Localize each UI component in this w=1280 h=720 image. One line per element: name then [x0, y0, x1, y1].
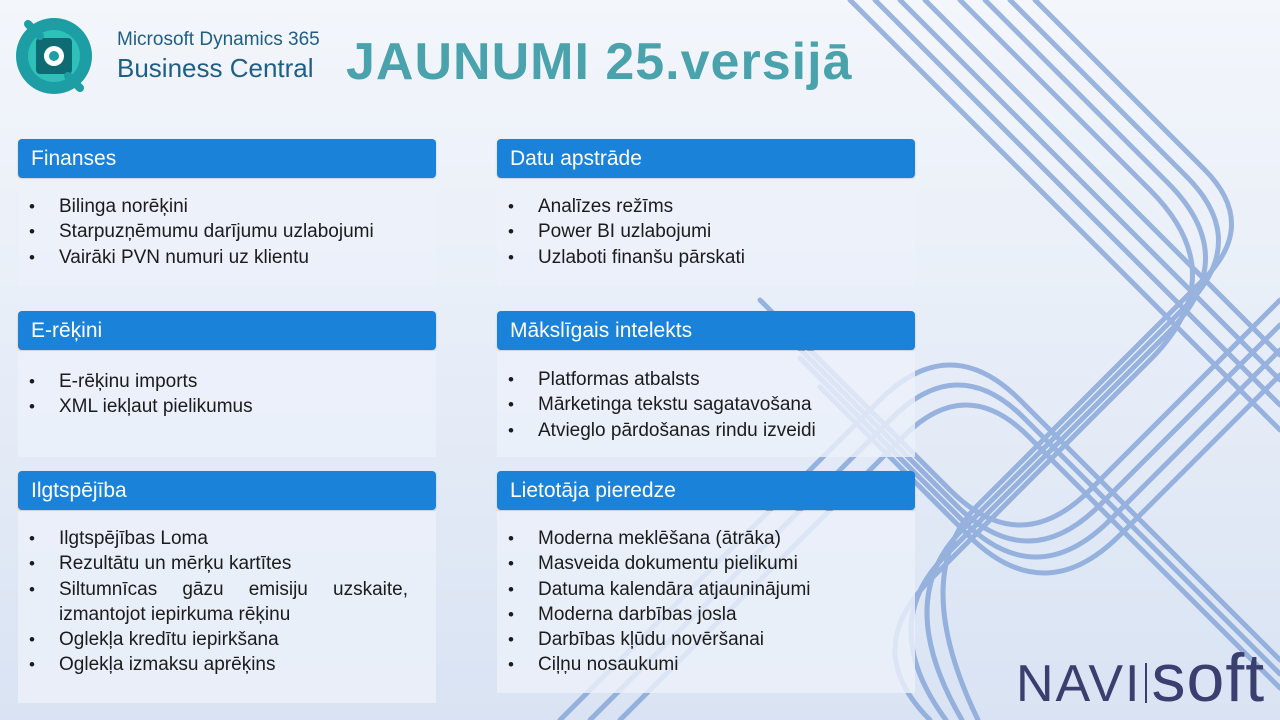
- bullet-list: [497, 367, 915, 443]
- list-item: • Siltumnīcas gāzu emisiju uzskaite, izmantojot iepirkuma rēķinu: [18, 577, 436, 628]
- section-header: E-rēķini: [18, 311, 436, 350]
- list-item: • Atvieglo pārdošanas rindu izveidi: [497, 418, 915, 443]
- list-item: • XML iekļaut pielikumus: [18, 394, 436, 419]
- brand-line2: Business Central: [117, 53, 314, 83]
- list-item: • Darbības kļūdu novēršanai: [497, 627, 915, 652]
- bullet-list: [497, 194, 915, 270]
- section-body: [18, 351, 436, 457]
- list-item: • Oglekļa kredītu iepirkšana: [18, 627, 436, 652]
- list-item: • Ilgtspējības Loma: [18, 526, 436, 551]
- section-ilgtspejiba: [18, 471, 436, 703]
- section-header: Mākslīgais intelekts: [497, 311, 915, 350]
- navisoft-logo-separator: [1145, 663, 1147, 703]
- section-lietotaja-pieredze: [497, 471, 915, 693]
- list-item: • Uzlaboti finanšu pārskati: [497, 245, 915, 270]
- list-item: • Masveida dokumentu pielikumi: [497, 551, 915, 576]
- list-item: • Moderna meklēšana (ātrāka): [497, 526, 915, 551]
- section-body: [497, 179, 915, 286]
- section-body: [497, 351, 915, 457]
- list-item: • Ciļņu nosaukumi: [497, 652, 915, 677]
- bullet-list: [18, 194, 436, 270]
- bullet-list: [497, 526, 915, 678]
- section-header: Finanses: [18, 139, 436, 178]
- list-item: • Mārketinga tekstu sagatavošana: [497, 392, 915, 417]
- list-item: • Rezultātu un mērķu kartītes: [18, 551, 436, 576]
- list-item: • Datuma kalendāra atjauninājumi: [497, 577, 915, 602]
- section-datu-apstrade: [497, 139, 915, 286]
- list-item: • Oglekļa izmaksu aprēķins: [18, 652, 436, 677]
- section-body: [497, 511, 915, 693]
- navisoft-logo-navi: NAVI: [1016, 655, 1142, 713]
- section-body: [18, 511, 436, 703]
- section-header: Ilgtspējība: [18, 471, 436, 510]
- list-item: • Power BI uzlabojumi: [497, 219, 915, 244]
- list-item: • Starpuzņēmumu darījumu uzlabojumi: [18, 219, 436, 244]
- list-item: • Moderna darbības josla: [497, 602, 915, 627]
- list-item: • Platformas atbalsts: [497, 367, 915, 392]
- bullet-list: [18, 526, 436, 678]
- section-finanses: [18, 139, 436, 286]
- list-item: • Analīzes režīms: [497, 194, 915, 219]
- navisoft-logo-soft: soft: [1151, 640, 1266, 716]
- brand-line1: Microsoft Dynamics 365: [117, 29, 320, 50]
- bullet-list: [18, 369, 436, 420]
- section-body: [18, 179, 436, 286]
- section-e-rekini: [18, 311, 436, 457]
- brand: [117, 28, 320, 84]
- section-maksligais-intelekts: [497, 311, 915, 457]
- section-header: Datu apstrāde: [497, 139, 915, 178]
- section-header: Lietotāja pieredze: [497, 471, 915, 510]
- list-item: • E-rēķinu imports: [18, 369, 436, 394]
- page-title: JAUNUMI 25.versijā: [346, 33, 853, 91]
- list-item: • Vairāki PVN numuri uz klientu: [18, 245, 436, 270]
- business-central-logo: [8, 12, 100, 100]
- navisoft-logo: [1016, 640, 1265, 720]
- list-item: • Bilinga norēķini: [18, 194, 436, 219]
